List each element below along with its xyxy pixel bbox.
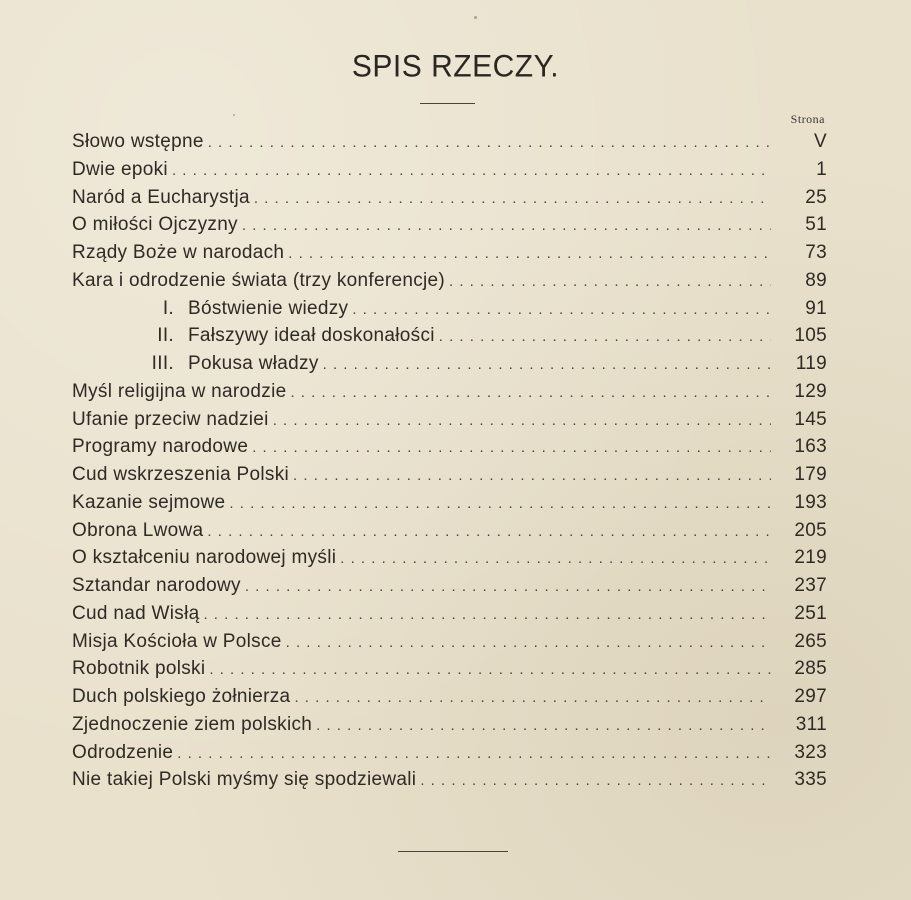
toc-entry-page-number: 179 (794, 464, 827, 485)
toc-entry (72, 295, 827, 323)
toc-entry-page-number: 163 (794, 436, 827, 458)
toc-entry-label: Obrona Lwowa (72, 519, 204, 541)
toc-entry-label: Duch polskiego żołnierza (72, 686, 291, 707)
toc-entry-label: O miłości Ojczyzny (72, 214, 238, 236)
dot-leader (288, 240, 771, 268)
dot-leader (439, 323, 771, 351)
toc-entry-label: Naród a Eucharystja (72, 186, 250, 208)
toc-entry-page-number: 323 (794, 741, 827, 763)
toc-entry-page-number: 25 (805, 186, 827, 208)
toc-entry-label: Nie takiej Polski myśmy się spodziewali (72, 769, 417, 791)
dot-leader (242, 212, 771, 240)
dot-leader (252, 434, 771, 462)
toc-entry-page-number: 205 (794, 519, 827, 541)
toc-entry-page-number: 119 (795, 353, 827, 374)
toc-entry-number: III. (151, 353, 174, 374)
toc-entry-label: Cud wskrzeszenia Polski (72, 464, 290, 485)
dot-leader (172, 157, 771, 185)
toc-entry-label: Odrodzenie (72, 741, 174, 763)
toc-entry-label: Kara i odrodzenie świata (trzy konferencje) (72, 269, 446, 291)
toc-entry-number: II. (157, 325, 174, 347)
toc-entry-label: Rządy Boże w narodach (72, 242, 285, 263)
toc-entry (72, 739, 827, 767)
bottom-divider (398, 851, 508, 852)
dot-leader (207, 518, 771, 546)
dot-leader (208, 129, 771, 157)
toc-entry-page-number: 237 (794, 575, 827, 596)
dot-leader (245, 573, 771, 601)
toc-entry-page-number: 193 (794, 491, 827, 513)
toc-entry-page-number: 89 (805, 269, 827, 291)
toc-entry (72, 406, 827, 434)
toc-entry-label: Dwie epoki (72, 158, 168, 180)
toc-entry-label: Kazanie sejmowe (72, 491, 226, 513)
toc-entry-label: Cud nad Wisłą (72, 602, 200, 624)
toc-entry (72, 211, 827, 239)
toc-entry (72, 489, 827, 517)
toc-entry (72, 628, 827, 656)
toc-entry (72, 239, 827, 267)
toc-entry-page-number: 285 (794, 658, 827, 680)
toc-entry-label: Bóstwienie wiedzy (188, 297, 349, 319)
toc-entry-page-number: 1 (816, 158, 827, 180)
dot-leader (203, 601, 771, 629)
toc-entry (72, 711, 827, 739)
dot-leader (352, 296, 771, 324)
toc-entry (72, 267, 827, 295)
table-of-contents (72, 128, 827, 794)
toc-entry-label: Zjednoczenie ziem polskich (72, 713, 313, 735)
dot-leader (229, 490, 771, 518)
toc-entry-page-number: 311 (795, 713, 827, 735)
toc-entry-label: Fałszywy ideał doskonałości (188, 325, 435, 347)
toc-entry-label: Misja Kościoła w Polsce (72, 630, 282, 652)
toc-entry (72, 517, 827, 545)
toc-entry-page-number: 73 (805, 242, 827, 263)
toc-entry (72, 128, 827, 156)
dot-leader (316, 712, 771, 740)
paper-speck (474, 16, 477, 19)
toc-entry-page-number: V (814, 131, 827, 152)
toc-entry-label: Ufanie przeciw nadziei (72, 408, 269, 430)
toc-entry-page-number: 335 (794, 769, 827, 791)
dot-leader (209, 656, 771, 684)
toc-entry (72, 683, 827, 711)
dot-leader (290, 379, 771, 407)
toc-entry-page-number: 219 (794, 547, 827, 569)
dot-leader (293, 462, 771, 490)
toc-entry-page-number: 51 (805, 214, 827, 236)
toc-entry-page-number: 105 (794, 325, 827, 347)
dot-leader (254, 185, 771, 213)
toc-entry (72, 156, 827, 184)
title-divider (420, 103, 475, 104)
toc-entry (72, 378, 827, 406)
toc-entry-label: Sztandar narodowy (72, 575, 241, 596)
toc-entry-label: Programy narodowe (72, 436, 249, 458)
toc-entry-label: Słowo wstępne (72, 131, 204, 152)
dot-leader (177, 740, 771, 768)
dot-leader (420, 767, 771, 795)
toc-entry (72, 600, 827, 628)
toc-entry-page-number: 129 (794, 380, 827, 402)
toc-entry (72, 322, 827, 350)
toc-entry-label: Pokusa władzy (188, 353, 319, 374)
toc-entry-page-number: 145 (794, 408, 827, 430)
dot-leader (273, 407, 771, 435)
paper-speck (233, 114, 235, 116)
toc-entry (72, 433, 827, 461)
dot-leader (449, 268, 771, 296)
toc-entry (72, 766, 827, 794)
dot-leader (294, 684, 771, 712)
toc-entry-label: O kształceniu narodowej myśli (72, 547, 337, 569)
toc-entry (72, 350, 827, 378)
toc-entry (72, 544, 827, 572)
toc-entry-page-number: 297 (794, 686, 827, 707)
toc-entry-page-number: 265 (794, 630, 827, 652)
toc-entry (72, 461, 827, 489)
toc-entry (72, 572, 827, 600)
page-column-header: Strona (790, 112, 825, 126)
dot-leader (323, 351, 771, 379)
dot-leader (340, 545, 771, 573)
toc-entry-number: I. (162, 297, 174, 319)
toc-entry-label: Myśl religijna w narodzie (72, 380, 287, 402)
toc-entry (72, 184, 827, 212)
toc-entry-label: Robotnik polski (72, 658, 206, 680)
dot-leader (286, 629, 771, 657)
toc-entry-page-number: 91 (805, 297, 827, 319)
toc-entry (72, 655, 827, 683)
toc-entry-page-number: 251 (794, 602, 827, 624)
page-title: SPIS RZECZY. (351, 49, 560, 84)
